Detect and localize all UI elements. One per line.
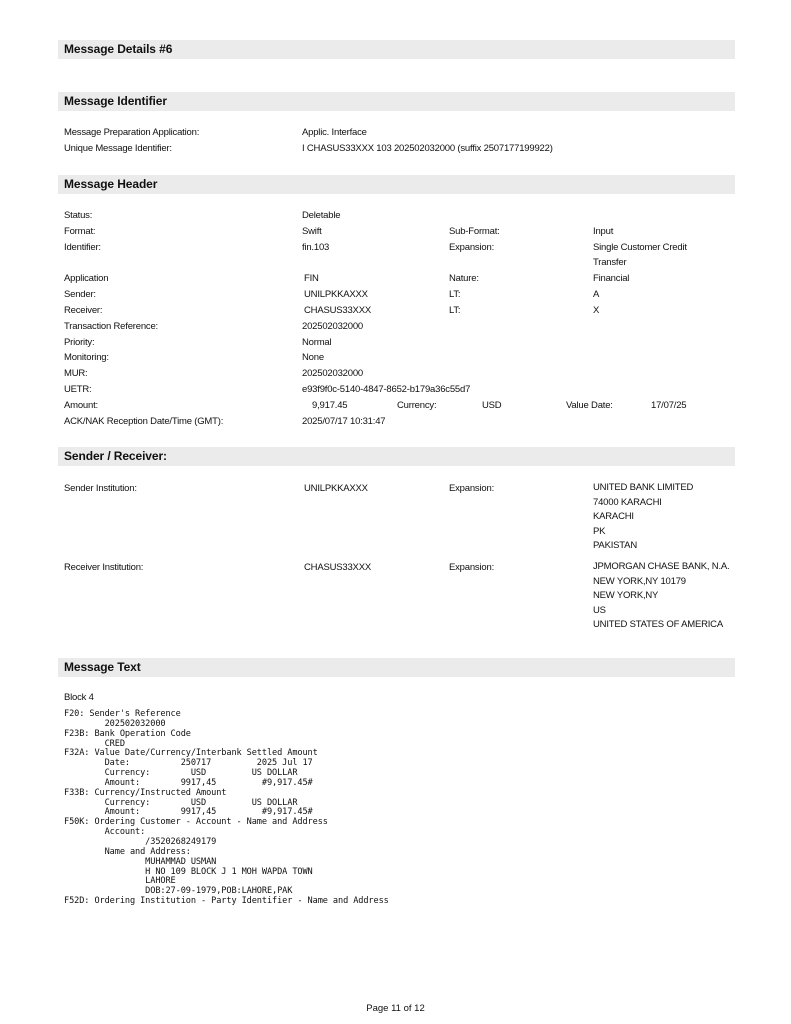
- nature-value: Financial: [593, 273, 630, 284]
- amount-value: 9,917.45: [312, 400, 348, 411]
- monitoring-value: None: [302, 352, 324, 363]
- uetr-value: e93f9f0c-5140-4847-8652-b179a36c55d7: [302, 384, 471, 395]
- address-line: UNITED BANK LIMITED: [593, 482, 694, 493]
- mur-label: MUR:: [64, 368, 88, 379]
- amount-label: Amount:: [64, 400, 98, 411]
- identifier-value: fin.103: [302, 242, 330, 253]
- ack-label: ACK/NAK Reception Date/Time (GMT):: [64, 416, 224, 427]
- receiver-value: CHASUS33XXX: [304, 305, 371, 316]
- sender-institution-bic: UNILPKKAXXX: [304, 483, 368, 494]
- lt-sender-label: LT:: [449, 289, 461, 300]
- monitoring-label: Monitoring:: [64, 352, 109, 363]
- lt-sender-value: A: [593, 289, 600, 300]
- umi-value: I CHASUS33XXX 103 202502032000 (suffix 2507177199922): [302, 143, 553, 154]
- sender-value: UNILPKKAXXX: [304, 289, 368, 300]
- message-body: F20: Sender's Reference 202502032000 F23B: Bank Operation Code CRED F32A: Value Date/Currency/Interbank Settled Amount Date: 250717 2025 Jul 17 Currency: USD US DOLLAR Amount: 9917,45 #9,917.45# F33B: Currency/Instructed Amount Currency: USD US DOLLAR Amount: 9917,45 #9,917.45# F50K: Ordering Customer - Account - Name and Address Account: /3520268249179 Name and Address: MUHAMMAD USMAN H NO 109 BLOCK J 1 MOH WAPDA TOWN LAHORE DOB:27-09-1979,POB:LAHORE,PAK F52D: Ordering Institution - Party Identifier - Name and Address: [64, 709, 389, 907]
- subformat-value: Input: [593, 226, 614, 237]
- receiver-label: Receiver:: [64, 305, 103, 316]
- sender-address: [593, 481, 693, 554]
- section-sender-receiver: Sender / Receiver:: [58, 447, 735, 466]
- section-message-text: Message Text: [58, 658, 735, 677]
- block-label: Block 4: [64, 692, 94, 703]
- sender-expansion-label: Expansion:: [449, 483, 495, 494]
- expansion-line2: Transfer: [593, 257, 627, 268]
- address-line: KARACHI: [593, 511, 634, 522]
- nature-label: Nature:: [449, 273, 479, 284]
- receiver-institution-label: Receiver Institution:: [64, 562, 144, 573]
- address-line: 74000 KARACHI: [593, 496, 662, 508]
- sender-label: Sender:: [64, 289, 96, 300]
- expansion-label: Expansion:: [449, 242, 495, 253]
- priority-label: Priority:: [64, 337, 95, 348]
- page-title: Message Details #6: [58, 40, 735, 59]
- expansion-line1: Single Customer Credit: [593, 242, 687, 253]
- umi-label: Unique Message Identifier:: [64, 143, 172, 154]
- application-value: FIN: [304, 273, 319, 284]
- page-number: Page 11 of 12: [366, 1003, 425, 1014]
- application-label: Application: [64, 273, 109, 284]
- lt-receiver-value: X: [593, 305, 600, 316]
- receiver-expansion-label: Expansion:: [449, 562, 495, 573]
- currency-label: Currency:: [397, 400, 437, 411]
- address-line: PAKISTAN: [593, 540, 637, 551]
- address-line: PK: [593, 525, 606, 537]
- mur-value: 202502032000: [302, 368, 364, 379]
- uetr-label: UETR:: [64, 384, 92, 395]
- address-line: US: [593, 604, 606, 616]
- section-message-identifier: Message Identifier: [58, 92, 735, 111]
- status-value: Deletable: [302, 210, 341, 221]
- format-value: Swift: [302, 226, 322, 237]
- address-line: NEW YORK,NY: [593, 590, 659, 601]
- receiver-address: [593, 560, 729, 633]
- prep-app-value: Applic. Interface: [302, 127, 367, 138]
- txref-label: Transaction Reference:: [64, 321, 158, 332]
- lt-receiver-label: LT:: [449, 305, 461, 316]
- identifier-label: Identifier:: [64, 242, 101, 253]
- value-date-label: Value Date:: [566, 400, 613, 411]
- address-line: UNITED STATES OF AMERICA: [593, 619, 723, 630]
- subformat-label: Sub-Format:: [449, 226, 500, 237]
- sender-institution-label: Sender Institution:: [64, 483, 137, 494]
- receiver-institution-bic: CHASUS33XXX: [304, 562, 371, 573]
- priority-value: Normal: [302, 337, 332, 348]
- address-line: NEW YORK,NY 10179: [593, 575, 686, 587]
- status-label: Status:: [64, 210, 93, 221]
- currency-value: USD: [482, 400, 502, 411]
- format-label: Format:: [64, 226, 96, 237]
- value-date-value: 17/07/25: [651, 400, 687, 411]
- txref-value: 202502032000: [302, 321, 364, 332]
- address-line: JPMORGAN CHASE BANK, N.A.: [593, 561, 730, 572]
- ack-value: 2025/07/17 10:31:47: [302, 416, 386, 427]
- section-message-header: Message Header: [58, 175, 735, 194]
- prep-app-label: Message Preparation Application:: [64, 127, 200, 138]
